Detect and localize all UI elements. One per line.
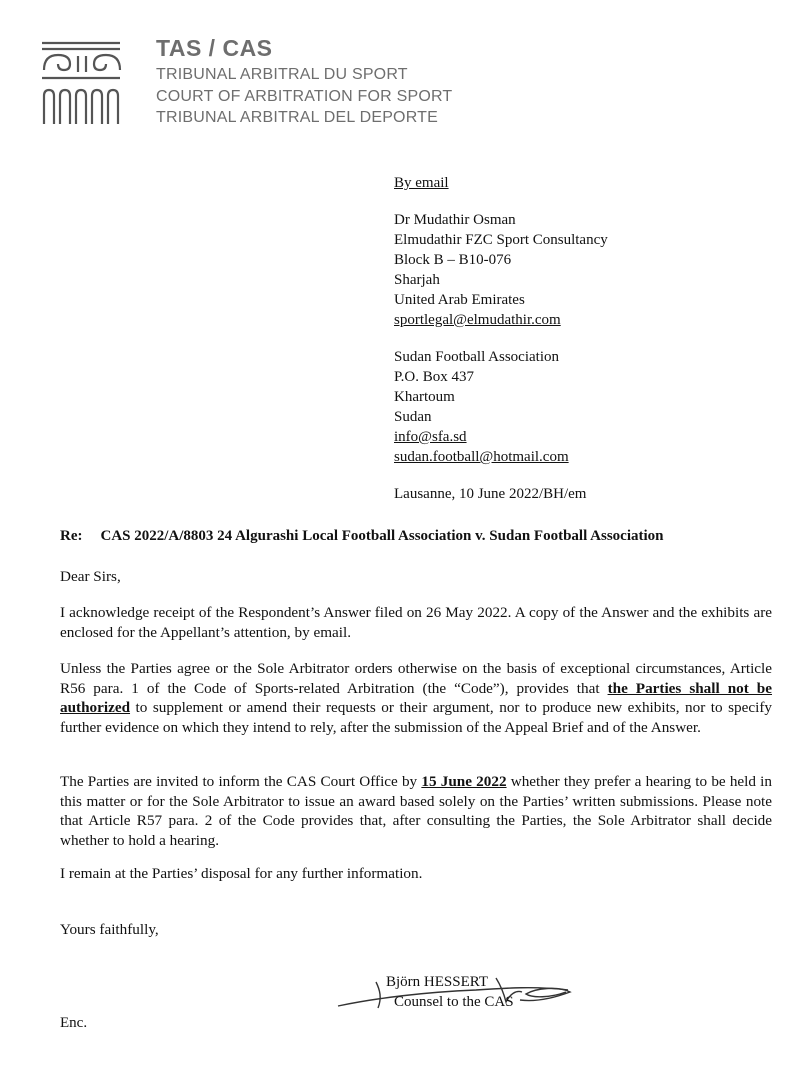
signatory-title: Counsel to the CAS bbox=[394, 994, 514, 1010]
parties-not-authorized-emphasis: the Parties shall not be authorized bbox=[60, 679, 772, 716]
recipient1-email-link[interactable]: sportlegal@elmudathir.com bbox=[394, 312, 561, 328]
paragraph-disposal: I remain at the Parties’ disposal for any further information. bbox=[60, 865, 423, 882]
paragraph-hearing bbox=[60, 772, 772, 850]
address-block bbox=[394, 173, 608, 504]
org-name-french: TRIBUNAL ARBITRAL DU SPORT bbox=[156, 66, 408, 83]
recipient1-company: Elmudathir FZC Sport Consultancy bbox=[394, 232, 608, 248]
recipient2-city: Khartoum bbox=[394, 389, 455, 405]
delivery-method: By email bbox=[394, 175, 449, 191]
recipient1-address: Block B – B10-076 bbox=[394, 252, 512, 268]
cas-logo-icon bbox=[40, 40, 124, 130]
place-date: Lausanne, 10 June 2022/BH/em bbox=[394, 486, 587, 502]
recipient2-email2-link[interactable]: sudan.football@hotmail.com bbox=[394, 449, 569, 465]
closing: Yours faithfully, bbox=[60, 921, 159, 938]
deadline-date: 15 June 2022 bbox=[421, 773, 507, 790]
paragraph-hearing-text2: whether they prefer a hearing to be held in this matter or for the Sole Arbitrator to issue an award based solely on the Parties’ written submissions. Please note that Article R57 para. 2 of the Code provides that, after consulting the Parties, the Sole Arbitrator shall decide whether to hold a hearing. bbox=[60, 773, 772, 849]
subject-reference: CAS 2022/A/8803 24 Algurashi Local Football Association v. Sudan Football Association bbox=[100, 528, 664, 544]
subject-label: Re: bbox=[60, 528, 83, 544]
org-abbreviation: TAS / CAS bbox=[156, 35, 273, 61]
paragraph-article-r56-text2: to supplement or amend their requests or their argument, nor to produce new exhibits, nor to specify further evidence on which they intend to rely, after the submission of the Appeal Brief and of the Answer. bbox=[60, 699, 772, 736]
recipient1-city: Sharjah bbox=[394, 272, 440, 288]
paragraph-article-r56-text1: Unless the Parties agree or the Sole Arbitrator orders otherwise on the basis of exceptional circumstances, Article R56 para. 1 of the Code of Sports-related Arbitration (the “Code”), provides that bbox=[60, 660, 772, 697]
recipient2-name: Sudan Football Association bbox=[394, 349, 559, 365]
signatory-name: Björn HESSERT bbox=[386, 974, 489, 990]
recipient2-po-box: P.O. Box 437 bbox=[394, 369, 475, 385]
paragraph-receipt: I acknowledge receipt of the Respondent’s Answer filed on 26 May 2022. A copy of the Answer and the exhibits are enclosed for the Appellant’s attention, by email. bbox=[60, 604, 772, 641]
paragraph-article-r56 bbox=[60, 659, 772, 737]
org-name-english: COURT OF ARBITRATION FOR SPORT bbox=[156, 88, 453, 105]
paragraph-hearing-text1: The Parties are invited to inform the CAS Court Office by bbox=[60, 773, 422, 790]
enclosure-note: Enc. bbox=[60, 1015, 88, 1031]
subject-line bbox=[60, 528, 664, 545]
recipient1-country: United Arab Emirates bbox=[394, 292, 525, 308]
salutation: Dear Sirs, bbox=[60, 568, 121, 585]
org-name-spanish: TRIBUNAL ARBITRAL DEL DEPORTE bbox=[156, 109, 439, 126]
recipient2-country: Sudan bbox=[394, 409, 432, 425]
recipient1-name: Dr Mudathir Osman bbox=[394, 212, 516, 228]
recipient2-email1-link[interactable]: info@sfa.sd bbox=[394, 429, 467, 445]
